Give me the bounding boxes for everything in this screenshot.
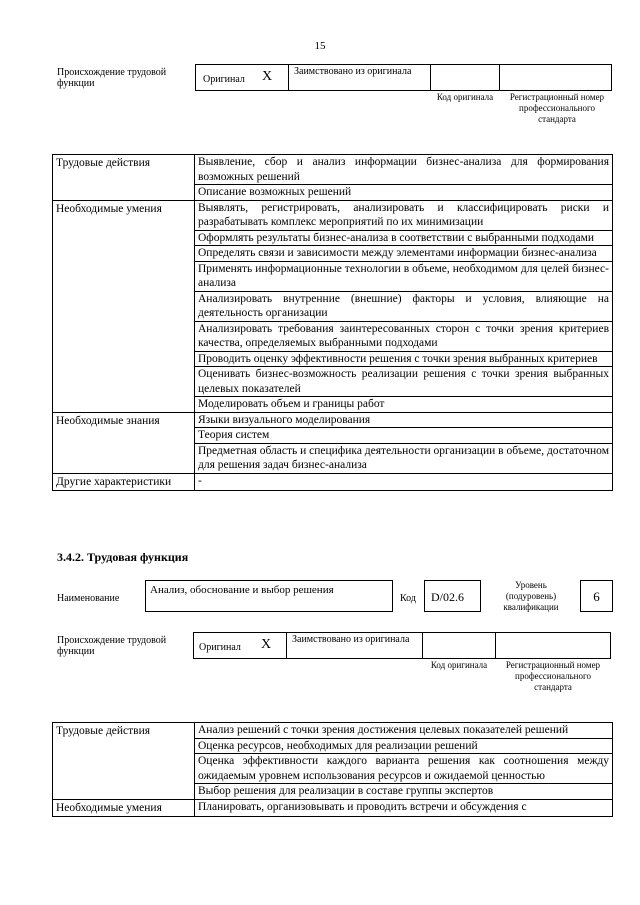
original-mark: X — [262, 69, 273, 84]
row-group-header: Трудовые действия — [53, 155, 195, 201]
reg-number-box — [495, 632, 611, 659]
borrowed-label: Заимствовано из оригинала — [292, 634, 410, 645]
borrowed-box — [286, 632, 423, 659]
table-row — [53, 799, 613, 817]
table-cell: Проводить оценку эффективности решения с точки зрения выбранных критериев — [195, 351, 613, 367]
row-group-header: Необходимые умения — [53, 799, 195, 817]
table-cell: Моделировать объем и границы работ — [195, 397, 613, 413]
reg-caption: Регистрационный номер профессионального стандарта — [509, 92, 605, 124]
row-group-header: Необходимые умения — [53, 200, 195, 412]
code-label: Код — [400, 593, 416, 604]
table-row — [53, 723, 613, 739]
original-label: Оригинал — [199, 642, 241, 653]
table-cell: Анализ решений с точки зрения достижения целевых показателей решений — [195, 723, 613, 739]
original-box — [195, 64, 289, 91]
code-caption: Код оригинала — [430, 660, 488, 670]
table-cell: Оценка эффективности каждого варианта решения как соотношения между ожидаемым уровнем использования ресурсов и ожидаемой ценностью — [195, 754, 613, 784]
level-value-box — [580, 580, 613, 612]
original-mark: X — [261, 637, 272, 652]
table-cell: Оценка ресурсов, необходимых для реализации решений — [195, 738, 613, 754]
reg-number-box — [499, 64, 612, 91]
level-label: Уровень (подуровень) квалификации — [503, 580, 559, 612]
borrowed-label: Заимствовано из оригинала — [294, 66, 412, 77]
table-row — [53, 473, 613, 491]
row-group-header: Другие характеристики — [53, 473, 195, 491]
table-cell: Определять связи и зависимости между элементами информации бизнес-анализа — [195, 246, 613, 262]
table-cell: Выбор решения для реализации в составе группы экспертов — [195, 784, 613, 800]
table-row — [53, 155, 613, 185]
labor-function-table-2 — [52, 722, 613, 817]
code-caption: Код оригинала — [436, 92, 494, 102]
original-label: Оригинал — [203, 74, 245, 85]
table-cell: Выявление, сбор и анализ информации бизнес-анализа для формирования возможных решений — [195, 155, 613, 185]
code-value: D/02.6 — [431, 590, 464, 604]
table-cell: Анализировать внутренние (внешние) факторы и условия, влияющие на деятельность организации — [195, 291, 613, 321]
table-cell: Планировать, организовывать и проводить встречи и обсуждения с — [195, 799, 613, 817]
origin-label: Происхождение трудовой функции — [57, 67, 167, 89]
name-value-box — [145, 580, 393, 612]
labor-function-table-1 — [52, 154, 613, 491]
table-cell: - — [195, 473, 613, 491]
section-title: 3.4.2. Трудовая функция — [57, 550, 189, 564]
reg-caption: Регистрационный номер профессионального стандарта — [505, 660, 601, 692]
row-group-header: Необходимые знания — [53, 412, 195, 473]
table-cell: Описание возможных решений — [195, 185, 613, 201]
original-code-box — [422, 632, 496, 659]
level-value: 6 — [593, 589, 600, 604]
table-cell: Предметная область и специфика деятельности организации в объеме, достаточном для решения задач бизнес-анализа — [195, 443, 613, 473]
table-cell: Оценивать бизнес-возможность реализации решения с точки зрения выбранных целевых показателей — [195, 367, 613, 397]
table-row — [53, 412, 613, 428]
name-value: Анализ, обоснование и выбор решения — [150, 584, 334, 596]
table-cell: Языки визуального моделирования — [195, 412, 613, 428]
table-cell: Теория систем — [195, 428, 613, 444]
table-cell: Выявлять, регистрировать, анализировать и классифицировать риски и разрабатывать комплекс мероприятий по их минимизации — [195, 200, 613, 230]
code-value-box — [424, 580, 481, 612]
borrowed-box — [288, 64, 431, 91]
origin-label: Происхождение трудовой функции — [57, 635, 167, 657]
table-cell: Оформлять результаты бизнес-анализа в соответствии с выбранными подходами — [195, 230, 613, 246]
original-code-box — [430, 64, 500, 91]
page-number: 15 — [314, 40, 326, 52]
table-cell: Применять информационные технологии в объеме, необходимом для целей бизнес-анализа — [195, 261, 613, 291]
table-cell: Анализировать требования заинтересованных сторон с точки зрения критериев качества, определяемых выбранными подходами — [195, 321, 613, 351]
table-row — [53, 200, 613, 230]
name-label: Наименование — [57, 593, 120, 604]
original-box — [193, 632, 287, 659]
row-group-header: Трудовые действия — [53, 723, 195, 800]
